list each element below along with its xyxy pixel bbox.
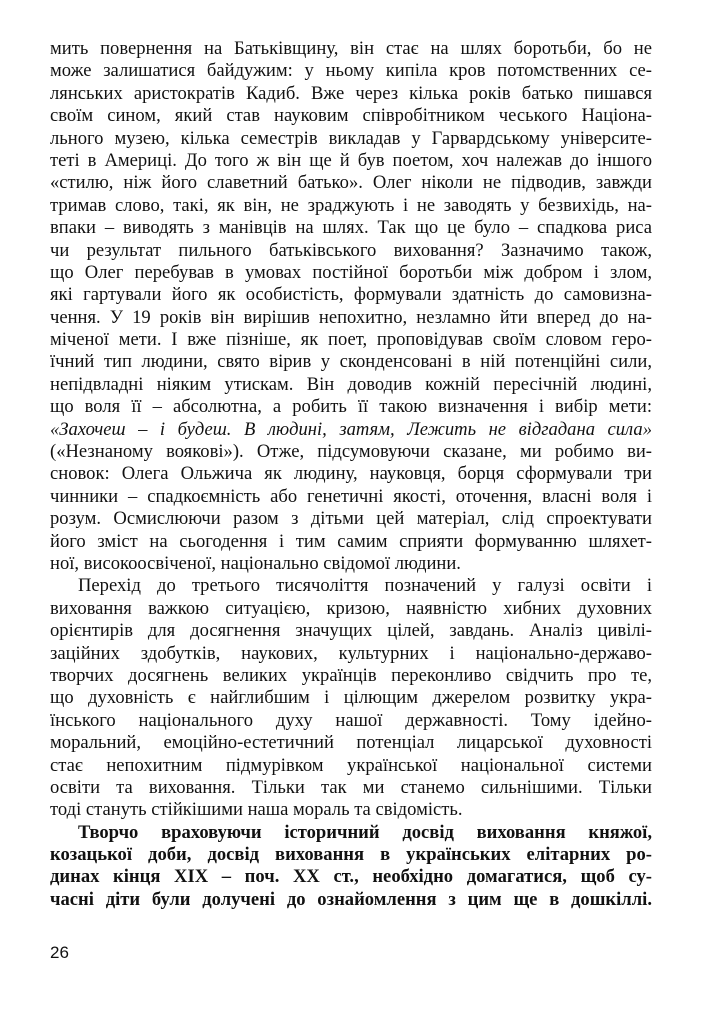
text-line: що духовність є найглибшим і цілющим джерелом розвитку укра- — [50, 687, 652, 709]
text-line: його зміст на сьогодення і тим самим сприяти формуванню шляхет- — [50, 530, 652, 552]
text-line: розум. Осмислюючи разом з дітьми цей матеріал, слід спроектувати — [50, 508, 652, 530]
text-line: тоді стануть стійкішими наша мораль та свідомість. — [50, 799, 463, 821]
text-line: заційних здобутків, наукових, культурних і національно-державо- — [50, 642, 652, 664]
page-body — [50, 38, 652, 911]
text-line: лянських аристократів Кадиб. Вже через кілька років батько пишався — [50, 82, 652, 104]
text-line: своїм сином, який став науковим співробітником чеського Націона- — [50, 105, 652, 127]
text-line: міченої мети. І вже пізніше, як поет, проповідував своїм словом геро- — [50, 329, 652, 351]
text-line: чи результат пильного батьківського виховання? Зазначимо також, — [50, 239, 652, 261]
text-line: сновок: Олега Ольжича як людину, науковця, борця сформували три — [50, 463, 652, 485]
text-line: часні діти були долучені до ознайомлення з цим ще в дошкіллі. — [50, 888, 652, 910]
text-line: Творчо враховуючи історичний досвід виховання княжої, — [78, 821, 652, 843]
text-line: («Незнаному воякові»). Отже, підсумовуючи сказане, ми робимо ви- — [50, 441, 652, 463]
text-line: «стилю, ніж його славетний батько». Олег ніколи не підводив, завжди — [50, 172, 652, 194]
page-number: 26 — [50, 943, 69, 962]
text-line: чинники – спадкоємність або генетичні якості, оточення, власні воля і — [50, 485, 652, 507]
text-line: орієнтирів для досягнення значущих цілей, завдань. Аналіз цивілі- — [50, 620, 652, 642]
text-line: теті в Америці. До того ж він ще й був поетом, хоч належав до іншого — [50, 149, 652, 171]
paragraph-2 — [50, 575, 652, 821]
text-line: «Захочеш – і будеш. В людині, затям, Лежить не відгадана сила» — [50, 418, 652, 440]
text-line: ної, високоосвіченої, національно свідомої людини. — [50, 552, 461, 574]
text-line: впаки – виводять з манівців на шлях. Так що це було – спадкова риса — [50, 217, 652, 239]
text-line: виховання важкою ситуацією, кризою, наявністю хибних духовних — [50, 597, 652, 619]
text-line: моральний, емоційно-естетичний потенціал лицарської духовності — [50, 732, 652, 754]
text-line: льного музею, кілька семестрів викладав у Гарвардському університе- — [50, 127, 652, 149]
text-line: непідвладні ніяким утискам. Він доводив кожній пересічній людині, — [50, 373, 652, 395]
text-line: творчих досягнень великих українців переконливо свідчить про те, — [50, 664, 652, 686]
text-line: які гартували його як особистість, формували здатність до самовизна- — [50, 284, 652, 306]
paragraph-3-bold — [50, 822, 652, 912]
text-line: їчний тип людини, свято вірив у сконденсовані в ній потенційні сили, — [50, 351, 652, 373]
text-line: Перехід до третього тисячоліття позначений у галузі освіти і — [78, 575, 652, 597]
text-line: динах кінця XIX – поч. XX ст., необхідно домагатися, щоб су- — [50, 866, 652, 888]
text-line: їнського національного духу нашої державності. Тому ідейно- — [50, 709, 652, 731]
text-line: може залишатися байдужим: у ньому кипіла кров потомственних се- — [50, 60, 652, 82]
paragraph-1 — [50, 38, 652, 575]
text-line: що воля її – абсолютна, а робить її такою визначення і вибір мети: — [50, 396, 652, 418]
text-line: тримав слово, такі, як він, не зраджують і не заводять у безвихідь, на- — [50, 194, 652, 216]
text-line: чення. У 19 років він вирішив непохитно, незламно йти вперед до на- — [50, 306, 652, 328]
text-line: освіти та виховання. Тільки так ми станемо сильнішими. Тільки — [50, 776, 652, 798]
text-line: що Олег перебував в умовах постійної боротьби між добром і злом, — [50, 261, 652, 283]
text-line: стає непохитним підмурівком української національної системи — [50, 754, 652, 776]
text-line: козацької доби, досвід виховання в українських елітарних ро- — [50, 844, 652, 866]
text-line: мить повернення на Батьківщину, він стає на шлях боротьби, бо не — [50, 38, 652, 59]
